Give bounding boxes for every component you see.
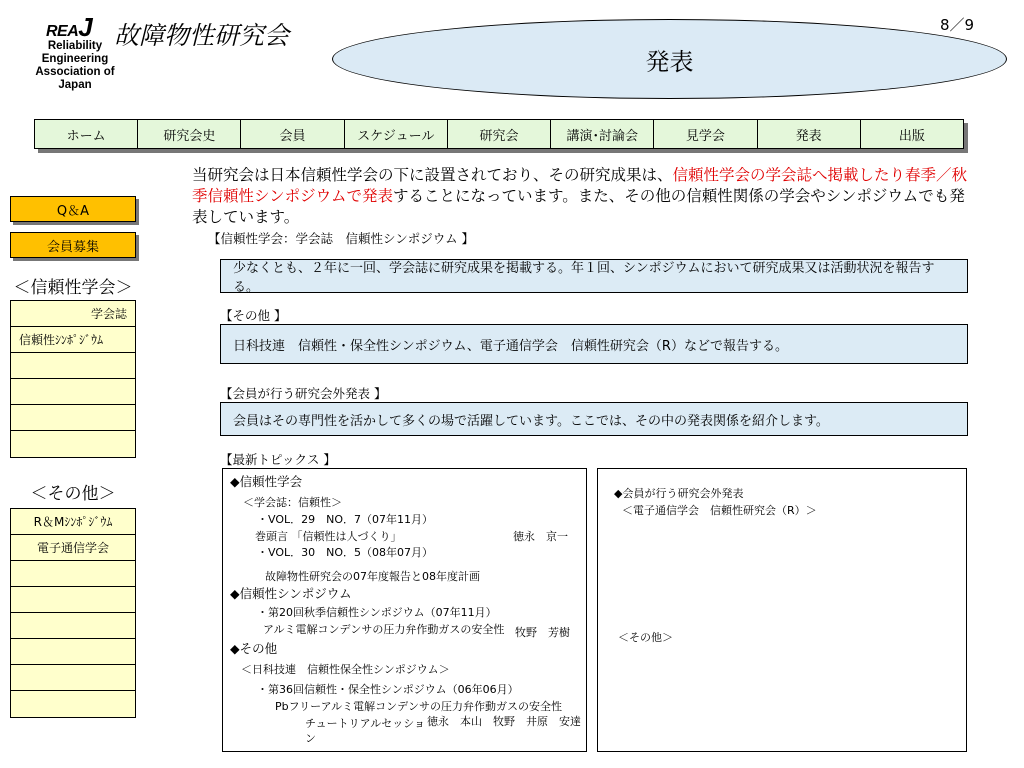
topic-line: Pbフリーアルミ電解コンデンサの圧力弁作動ガスの安全性 (275, 700, 562, 713)
topic-heading: ◆信頼性学会 (230, 474, 303, 489)
sidebar-item-empty (11, 665, 135, 691)
topics-label: 【最新トピックス 】 (220, 452, 336, 467)
topic-author: 牧野 芳樹 (515, 626, 570, 639)
sidebar-heading-society: ＜信頼性学会＞ (13, 278, 133, 298)
topic-line: ＜学会誌：信頼性＞ (243, 496, 342, 509)
topic-line: ・第20回秋季信頼性シンポジウム（07年11月） (257, 606, 497, 619)
topics-right-box (597, 468, 967, 752)
topic-line: ＜電子通信学会 信頼性研究会（R）＞ (622, 504, 817, 517)
nav-members[interactable]: 会員 (241, 120, 344, 148)
section-box-society: 少なくとも、２年に一回、学会誌に研究成果を掲載する。年１回、シンポジウムにおいて研究成果又は活動状況を報告する。 (220, 259, 968, 293)
topic-line: チュートリアルセッショ (305, 717, 426, 730)
nav-publications[interactable]: 出版 (861, 120, 963, 148)
sidebar-list-society (10, 300, 136, 458)
sidebar-item-empty (11, 353, 135, 379)
sidebar-item-symposium[interactable]: 信頼性ｼﾝﾎﾟｼﾞｳﾑ (11, 327, 135, 353)
main-nav (34, 119, 964, 149)
topic-line: ＜その他＞ (618, 631, 673, 644)
sidebar-item-empty (11, 639, 135, 665)
logo-mark: REAJ (46, 12, 93, 42)
sidebar-item-rm-symposium[interactable]: R＆Mｼﾝﾎﾟｼﾞｳﾑ (11, 509, 135, 535)
sidebar-item-journal[interactable]: 学会誌 (11, 301, 135, 327)
sidebar-list-other (10, 508, 136, 718)
topic-line: アルミ電解コンデンサの圧力弁作動ガスの安全性 (263, 623, 505, 636)
section-box-other: 日科技連 信頼性・保全性シンポジウム、電子通信学会 信頼性研究会（R）などで報告する。 (220, 324, 968, 364)
topic-heading: ◆会員が行う研究会外発表 (614, 487, 744, 500)
nav-research[interactable]: 研究会 (448, 120, 551, 148)
section-label-other: 【その他 】 (220, 308, 287, 323)
sidebar-item-empty (11, 405, 135, 431)
topics-left-box (222, 468, 587, 752)
topic-heading: ◆信頼性シンポジウム (230, 586, 352, 601)
intro-highlight: 信頼性学会の学会誌へ掲載したり春季／秋季信頼性シンポジウムで発表 (192, 166, 968, 205)
sidebar-item-empty (11, 379, 135, 405)
sidebar-item-empty (11, 691, 135, 717)
logo-text: Reliability Engineering Association of Japan (35, 40, 115, 91)
topic-line: 故障物性研究会の07年度報告と08年度計画 (265, 570, 480, 583)
topic-line: 巻頭言 「信頼性は人づくり」 (255, 530, 402, 543)
nav-tours[interactable]: 見学会 (654, 120, 757, 148)
intro-text: 当研究会は日本信頼性学会の下に設置されており、その研究成果は、信頼性学会の学会誌へ掲載したり春季／秋季信頼性シンポジウムで発表することになっています。また、その他の信頼性関係の学会やシンポジウムでも発表しています。 (192, 166, 968, 226)
topic-line: ・VOL．30 NO．5（08年07月） (257, 546, 433, 559)
topic-author: 徳永 京一 (513, 530, 568, 543)
page-title: 発表 (645, 48, 694, 76)
section-box-external: 会員はその専門性を活かして多くの場で活躍しています。ここでは、その中の発表関係を紹介します。 (220, 402, 968, 436)
section-label-external: 【会員が行う研究会外発表 】 (220, 386, 387, 401)
nav-schedule[interactable]: スケジュール (345, 120, 448, 148)
sidebar-item-empty (11, 613, 135, 639)
sidebar-item-empty (11, 561, 135, 587)
topic-line: ン (305, 732, 316, 745)
topic-author: 徳永 本山 牧野 井原 安達 (427, 715, 581, 728)
topic-line: ＜日科技連 信頼性保全性シンポジウム＞ (241, 663, 450, 676)
nav-history[interactable]: 研究会史 (138, 120, 241, 148)
nav-presentations[interactable]: 発表 (758, 120, 861, 148)
topic-heading: ◆その他 (230, 641, 278, 656)
page-number: 8／9 (940, 16, 975, 34)
qa-button[interactable]: Q＆A (10, 196, 136, 222)
topic-line: ・第36回信頼性・保全性シンポジウム（06年06月） (257, 683, 519, 696)
sidebar-heading-other: ＜その他＞ (30, 484, 116, 504)
org-title: 故障物性研究会 (114, 21, 290, 50)
topic-line: ・VOL．29 NO．7（07年11月） (257, 513, 433, 526)
sidebar-item-empty (11, 431, 135, 457)
nav-lectures[interactable]: 講演･討論会 (551, 120, 654, 148)
sidebar-item-empty (11, 587, 135, 613)
section-label-society: 【信頼性学会：学会誌 信頼性シンポジウム 】 (208, 231, 475, 246)
nav-home[interactable]: ホーム (35, 120, 138, 148)
recruit-button[interactable]: 会員募集 (10, 232, 136, 258)
sidebar-item-ieice[interactable]: 電子通信学会 (11, 535, 135, 561)
